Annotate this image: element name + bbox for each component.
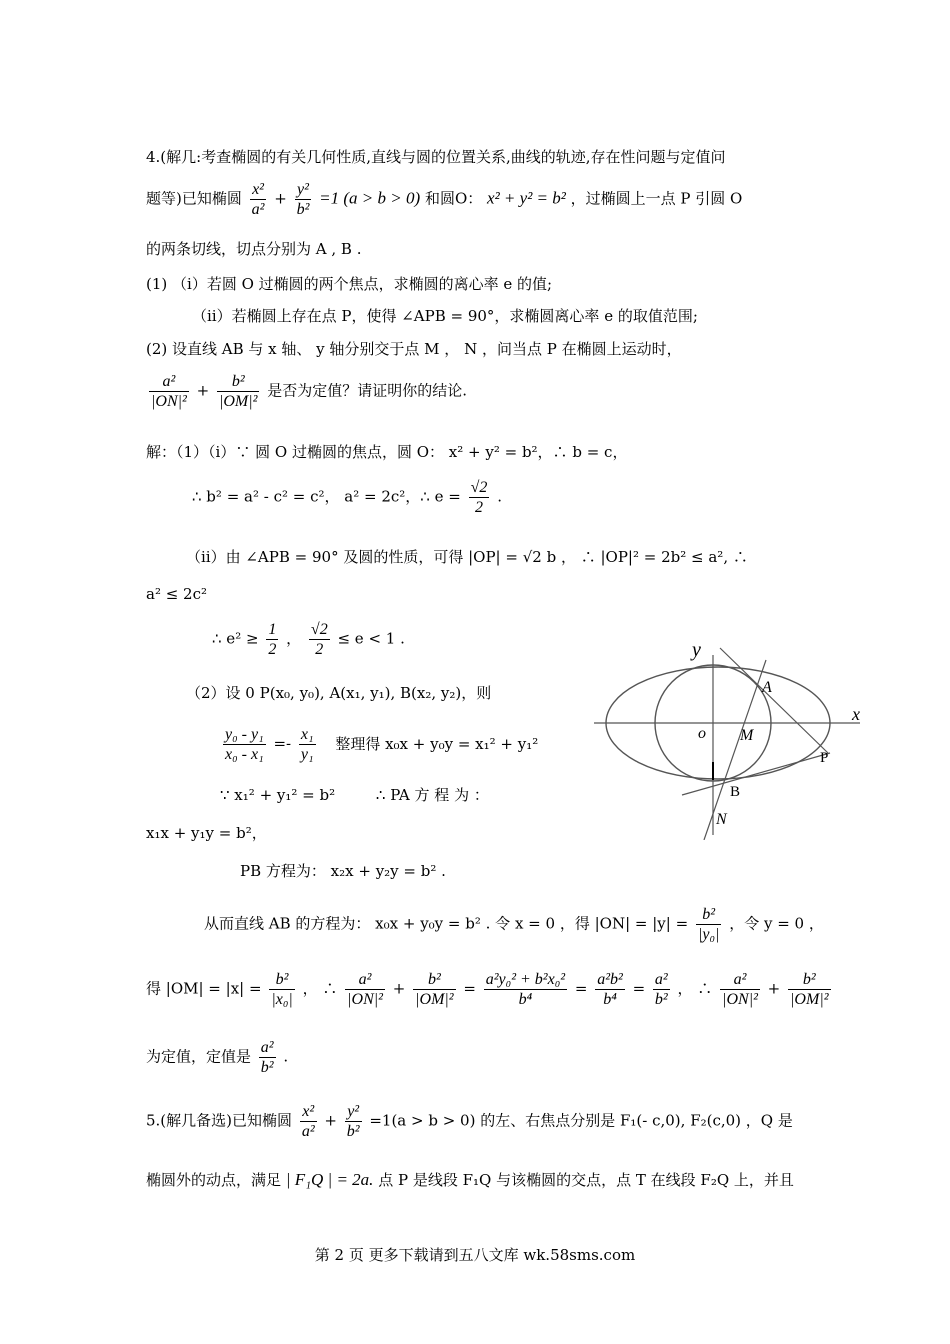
page-footer: 第 2 页 更多下载请到五八文库 wk.58sms.com (314, 1246, 636, 1264)
problem5-f1q: | F₁Q | = 2a. (285, 1170, 374, 1189)
question-1-i: (1) （ⅰ）若圆 O 过椭圆的两个焦点，求椭圆的离心率 e 的值; (146, 275, 553, 293)
problem5-foci: =1(a > b > 0) 的左、右焦点分别是 F₁(- c,0), F₂(c,0) ，Q 是 (369, 1111, 793, 1130)
solution-line6: （2）设 0 P(x₀, y₀), A(x₁, y₁), B(x₂, y₂)，则 (186, 684, 492, 702)
let-y-zero: ，令 y = 0 ， (729, 914, 824, 933)
ab-line-text: 从而直线 AB 的方程为： x₀x + y₀y = b² . 令 x = 0 ，得 |ON| = |y| = (204, 914, 689, 933)
plus-sign: + (196, 381, 210, 400)
frac-a2b2-b4: $\frac{\text{a²b²}}{\text{b⁴}}$ (597, 971, 623, 1009)
frac-a2-ON2-c: $\frac{\text{a²}}{\text{|ON|²}}$ (722, 971, 758, 1009)
problem5-point-desc: 点 P 是线段 F₁Q 与该椭圆的交点，点 T 在线段 F₂Q 上，并且 (378, 1171, 794, 1189)
ellipse-figure (590, 630, 870, 840)
frac-1-over-2: $\frac{1}{2}$ (268, 621, 277, 659)
question-2-expression (146, 372, 467, 411)
label-x: x (852, 704, 860, 724)
problem4-intro-line1: 4.(解几:考查椭圆的有关几何性质,直线与圆的位置关系,曲线的轨迹,存在性问题与定值问 (146, 148, 726, 166)
plus-sign: + (274, 189, 287, 208)
frac-b2-y0: $\frac{\text{b²}}{\text{|y₀|}}$ (697, 906, 720, 944)
frac-b2-x0: $\frac{\text{b²}}{\text{|x₀|}}$ (271, 971, 293, 1009)
frac-const: $\frac{\text{a²}}{\text{b²}}$ (260, 1039, 274, 1077)
label-b: B (730, 784, 741, 800)
therefore-2: ， ∴ (677, 979, 713, 998)
e-squared-geq: ∴ e² ≥ (212, 629, 259, 648)
problem5-line1: 5.(解几备选)已知椭圆 $\frac{\text{x²}}{\text{a²}}$ + $\frac{\text{y²}}{\text{b²}}$ =1(a > b > 0) 的左、右焦点分别是 F₁(- c,0), F₂(c,0) ，Q 是 (146, 1103, 793, 1141)
solution-line2-text: ∴ b² = a² - c² = c²， a² = 2c²，∴ e = (192, 487, 461, 506)
frac-b2-OM2: $\frac{\text{b²}}{\text{|OM|²}}$ (218, 373, 258, 411)
solution-line4: a² ≤ 2c² (146, 585, 208, 603)
label-n: N (716, 811, 727, 828)
constant-value-text: 为定值，定值是 (146, 1047, 252, 1066)
problem5-condition: 椭圆外的动点，满足 (146, 1171, 282, 1189)
solution-line13: 为定值，定值是 $\frac{\text{a²}}{\text{b²}}$ . (146, 1039, 289, 1077)
circle-eq: x² + y² = b² (487, 188, 566, 208)
ellipse-eq: =1 (a > b > 0) (319, 188, 421, 208)
solution-line10: PB 方程为： x₂x + y₂y = b² . (240, 862, 446, 880)
frac-b2-OM2-b: $\frac{\text{b²}}{\text{|OM|²}}$ (415, 971, 454, 1009)
intro-text-a: 题等)已知椭圆 (146, 189, 242, 208)
label-m: M (740, 727, 754, 744)
solution-line12: 得 |OM| = |x| = $\frac{\text{b²}}{\text{|x₀|}}$ ， ∴ $\frac{\text{a²}}{\text{|ON|²}}$ + $\frac{\text{b²}}{\text{|OM|²}}$ = $\frac{\text{a²y₀² + b²x₀²}}{\text{b⁴}}$ = $\frac{\text{a²b²}}{\text{b⁴}}$ = $\frac{\text{a²}}{\text{b²}}$ ， ∴ $\frac{\text{a²}}{\text{|ON|²}}$ + $\frac{\text{b²}}{\text{|OM|²}}$ (146, 971, 829, 1009)
question-2-tail: 是否为定值？请证明你的结论. (267, 381, 468, 400)
frac-slope-1: $\frac{\text{y₀ - y₁}}{\text{x₀ - x₁}}$ (225, 726, 264, 764)
problem4-intro-line3: 的两条切线，切点分别为 A , B . (146, 240, 362, 258)
e-range: ≤ e < 1 . (337, 629, 405, 648)
p5-frac-x: $\frac{\text{x²}}{\text{a²}}$ (301, 1103, 315, 1141)
p5-frac-y: $\frac{\text{y²}}{\text{b²}}$ (346, 1103, 360, 1141)
equals-minus: =- (273, 734, 292, 753)
label-p: P (820, 750, 829, 766)
frac-a2-b2: $\frac{\text{a²}}{\text{b²}}$ (654, 971, 668, 1009)
solution-line1: 解：（1）（ⅰ）∵ 圆 O 过椭圆的焦点，圆 O： x² + y² = b²，∴ b = c， (146, 443, 628, 461)
frac-slope-2: $\frac{\text{x₁}}{\text{y₁}}$ (300, 726, 314, 764)
solution-line2: ∴ b² = a² - c² = c²， a² = 2c²，∴ e = $\frac{√2}{2}$ . (192, 479, 502, 517)
solution-line11 (204, 905, 824, 944)
question-2: (2) 设直线 AB 与 x 轴、 y 轴分别交于点 M ， N ，问当点 P 在椭圆上运动时， (146, 340, 682, 358)
frac-b2-OM2-c: $\frac{\text{b²}}{\text{|OM|²}}$ (790, 971, 829, 1009)
frac-sqrt2-over-2-b: $\frac{√2}{2}$ (310, 621, 328, 659)
solution-line8 (220, 786, 489, 804)
frac-sqrt2-over-2: $\frac{√2}{2}$ (470, 479, 488, 517)
intro-text-c: ，过椭圆上一点 P 引圆 O (570, 189, 743, 208)
label-a: A (762, 679, 772, 696)
problem5-intro: 5.(解几备选)已知椭圆 (146, 1111, 293, 1130)
problem5-line2 (146, 1170, 794, 1190)
solution-line3: （ⅱ）由 ∠APB = 90° 及圆的性质，可得 |OP| = √2 b ， ∴ |OP|² = 2b² ≤ a², ∴ (186, 548, 748, 566)
pa-eq-label: ∴ PA 方 程 为 ： (375, 786, 489, 804)
frac-a2-ON2: $\frac{\text{a²}}{\text{|ON|²}}$ (151, 373, 187, 411)
ellipse-frac-x: $\frac{\text{x²}}{\text{a²}}$ (251, 181, 265, 219)
solution-line5: ∴ e² ≥ $\frac{1}{2}$ ， $\frac{√2}{2}$ ≤ e < 1 . (212, 621, 405, 659)
therefore-1: ， ∴ (302, 979, 338, 998)
solution-line9: x₁x + y₁y = b²， (146, 824, 267, 842)
label-o: o (698, 725, 706, 742)
simplified-eq: 整理得 x₀x + y₀y = x₁² + y₁² (335, 734, 539, 753)
ellipse-frac-y: $\frac{\text{y²}}{\text{b²}}$ (296, 181, 310, 219)
frac-big: $\frac{\text{a²y₀² + b²x₀²}}{\text{b⁴}}$ (485, 971, 566, 1009)
solution-line7 (220, 725, 538, 764)
intro-text-b: 和圆O： (424, 189, 483, 208)
label-y: y (692, 639, 701, 661)
circle-condition: ∵ x₁² + y₁² = b² (220, 786, 336, 804)
question-1-ii: （ⅱ）若椭圆上存在点 P，使得 ∠APB = 90°，求椭圆离心率 e 的取值范围; (192, 307, 698, 325)
frac-a2-ON2-b: $\frac{\text{a²}}{\text{|ON|²}}$ (347, 971, 383, 1009)
om-text: 得 |OM| = |x| = (146, 979, 262, 998)
problem4-intro-line2 (146, 180, 742, 219)
